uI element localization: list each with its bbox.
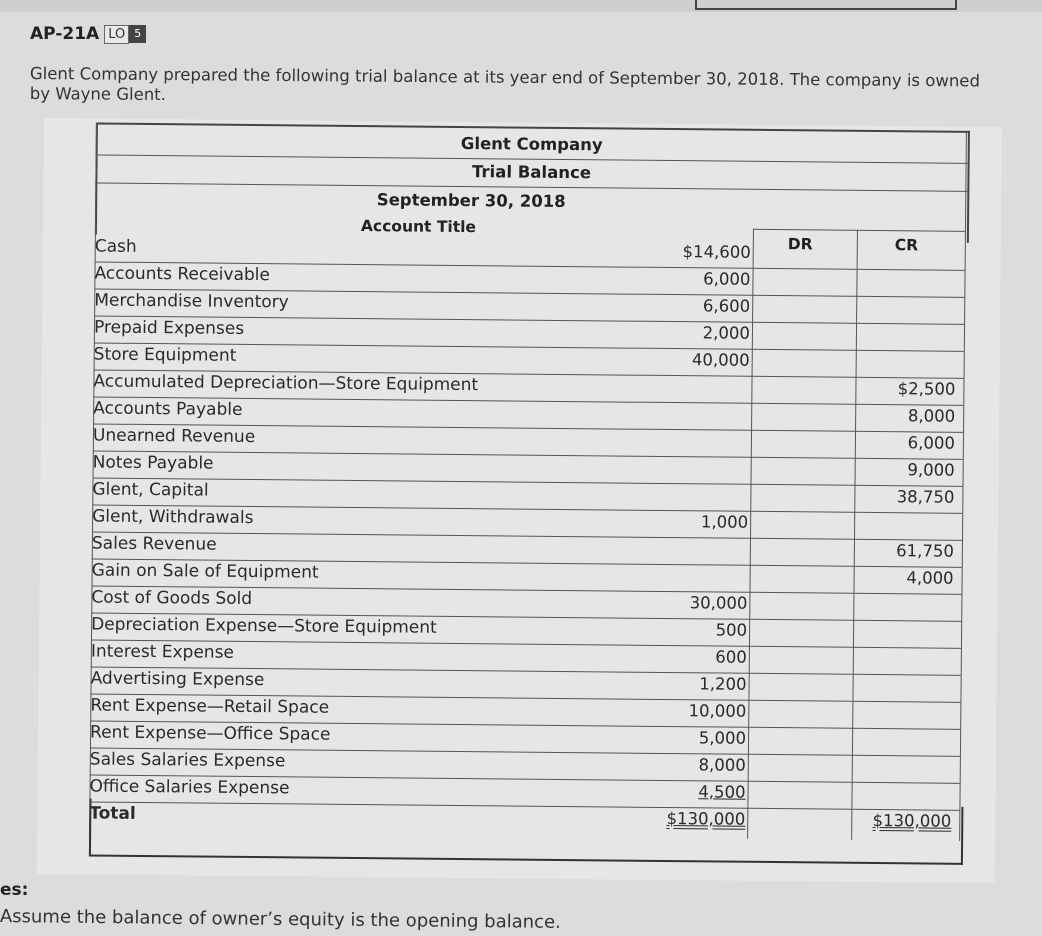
debit-amount: 30,000	[689, 593, 748, 613]
account-title: Unearned Revenue	[92, 425, 256, 448]
account-title: Advertising Expense	[90, 668, 265, 691]
report-name: Trial Balance	[471, 162, 592, 183]
debit-amount	[652, 539, 748, 540]
problem-intro: Glent Company prepared the following trial balance at its year end of September 30, 2018. The company is owned by Wayne Glent.	[29, 64, 981, 105]
credit-amount: 61,750	[896, 541, 954, 561]
credit-amount	[857, 649, 953, 650]
account-title: Prepaid Expenses	[93, 317, 245, 339]
debit-amount: 10,000	[688, 701, 747, 721]
debit-amount: 5,000	[698, 728, 747, 748]
account-title: Office Salaries Expense	[89, 776, 290, 799]
credit-amount	[856, 730, 952, 731]
account-title: Accounts Payable	[93, 398, 243, 420]
total-credit: $130,000	[872, 810, 952, 831]
account-title: Depreciation Expense—Store Equipment	[91, 614, 437, 638]
account-title: Glent, Capital	[92, 479, 209, 501]
dr-column-header: DR	[787, 235, 813, 254]
credit-amount: 8,000	[907, 406, 956, 426]
credit-amount	[857, 595, 953, 596]
cr-column-header: CR	[894, 236, 919, 255]
credit-amount	[860, 298, 956, 299]
debit-amount: 6,000	[703, 269, 751, 289]
credit-amount	[857, 676, 953, 677]
credit-amount	[856, 757, 952, 758]
account-title: Rent Expense—Office Space	[90, 722, 331, 745]
credit-amount	[858, 514, 954, 515]
account-title: Glent, Withdrawals	[92, 506, 254, 529]
account-title: Store Equipment	[93, 344, 237, 366]
previous-table-edge	[695, 0, 957, 10]
credit-amount	[861, 244, 957, 245]
credit-amount: 4,000	[906, 568, 954, 588]
debit-amount: 4,500	[698, 782, 746, 802]
credit-amount: 9,000	[907, 460, 955, 480]
account-title: Notes Payable	[92, 452, 214, 474]
learning-objective-number: 5	[129, 25, 146, 43]
problem-badge	[30, 24, 146, 44]
account-title: Sales Revenue	[91, 533, 217, 555]
credit-amount	[860, 325, 956, 326]
credit-amount	[861, 271, 957, 272]
debit-amount: 8,000	[698, 755, 746, 775]
debit-amount: 600	[715, 647, 747, 667]
trial-balance-table	[37, 118, 1002, 883]
account-title: Accounts Receivable	[94, 263, 270, 286]
credit-amount	[857, 622, 953, 623]
account-title: Cash	[94, 236, 137, 257]
account-title: Gain on Sale of Equipment	[91, 560, 319, 583]
credit-amount	[860, 352, 956, 353]
account-title: Rent Expense—Retail Space	[90, 695, 330, 718]
learning-objective-label: LO	[104, 25, 129, 44]
report-date: September 30, 2018	[376, 190, 566, 212]
debit-amount: 1,200	[699, 674, 747, 694]
debit-amount	[653, 431, 749, 432]
debit-amount	[653, 404, 749, 405]
notes-label: es:	[0, 880, 29, 900]
account-title: Merchandise Inventory	[94, 290, 289, 313]
debit-amount: 1,000	[700, 512, 749, 532]
debit-amount: 2,000	[702, 323, 751, 343]
debit-amount: 6,600	[702, 296, 751, 316]
total-debit: $130,000	[666, 809, 746, 829]
account-title: Cost of Goods Sold	[91, 587, 253, 610]
problem-id: AP-21A	[30, 24, 100, 44]
company-name: Glent Company	[460, 134, 603, 155]
debit-amount	[653, 458, 749, 459]
debit-amount	[652, 566, 748, 567]
credit-amount: $2,500	[897, 379, 956, 399]
account-title: Interest Expense	[90, 641, 235, 663]
total-label: Total	[89, 803, 136, 824]
account-title: Accumulated Depreciation—Store Equipment	[93, 371, 479, 396]
debit-amount: 500	[715, 620, 748, 640]
account-title-header: Account Title	[360, 217, 477, 237]
credit-amount: 6,000	[907, 433, 956, 453]
debit-amount	[654, 377, 750, 378]
debit-amount: $14,600	[682, 242, 751, 262]
debit-amount	[653, 485, 749, 486]
credit-amount	[856, 784, 952, 785]
note-text: Assume the balance of owner’s equity is the opening balance.	[0, 906, 561, 933]
account-title: Sales Salaries Expense	[89, 749, 286, 772]
debit-amount: 40,000	[691, 350, 750, 370]
credit-amount: 38,750	[896, 487, 955, 507]
credit-amount	[856, 703, 952, 704]
table-bottom-frame	[89, 798, 964, 864]
